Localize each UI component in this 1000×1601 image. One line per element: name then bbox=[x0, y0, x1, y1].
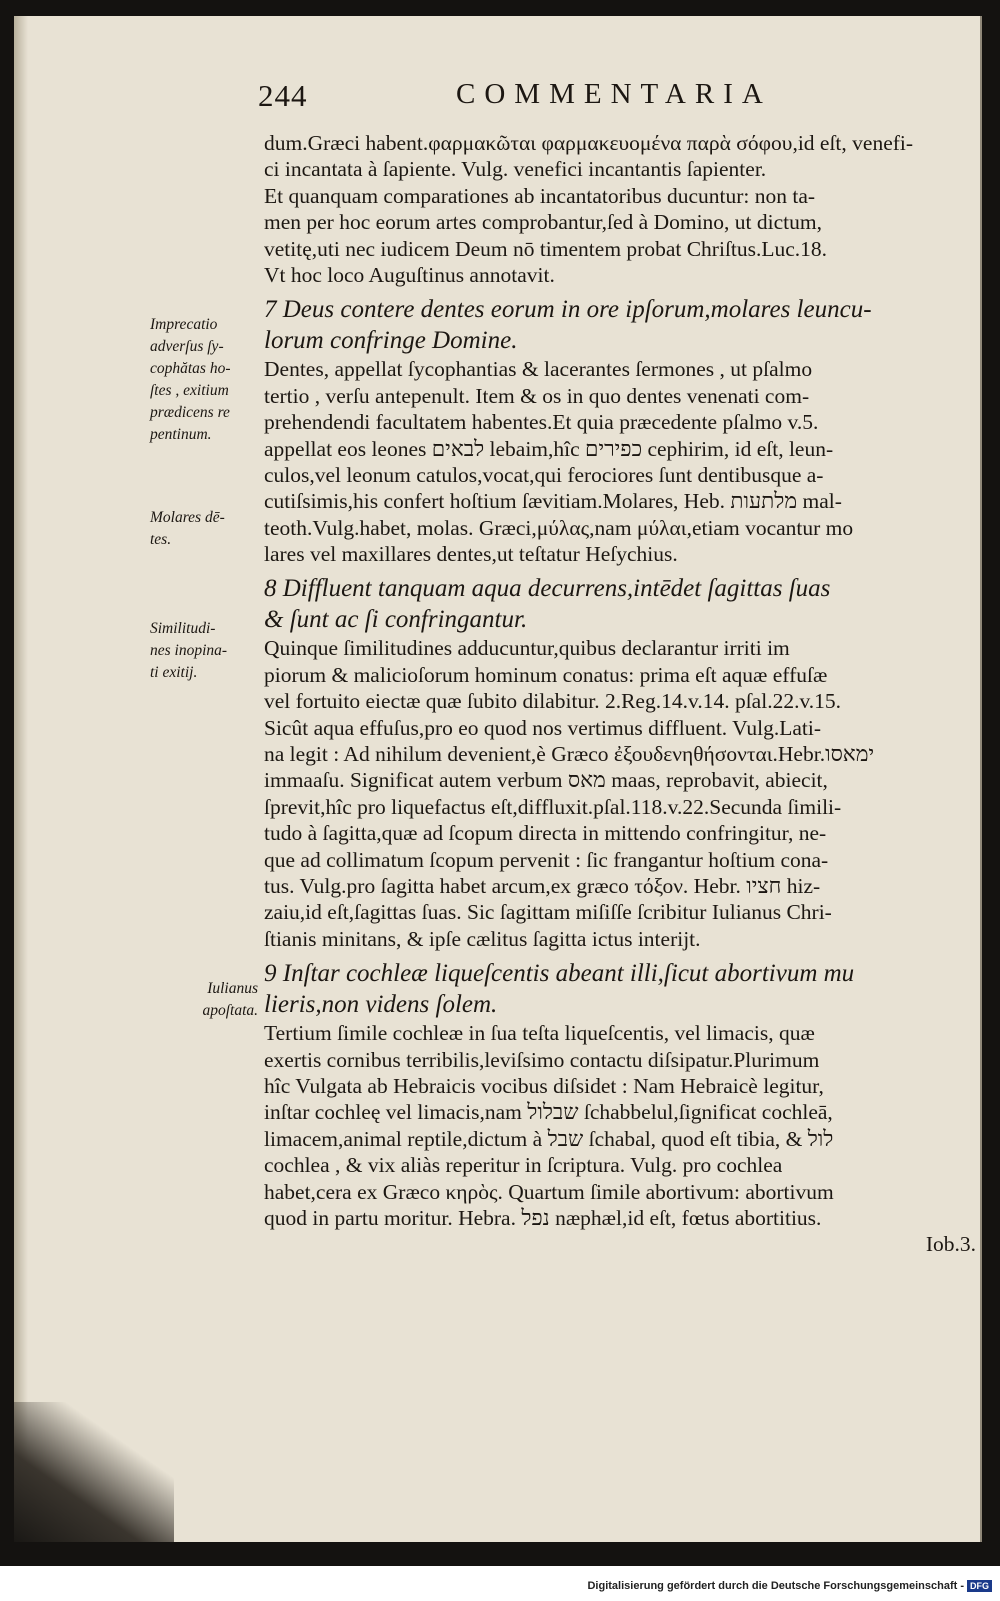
text-line: dum.Græci habent.φαρμακῶται φαρμακευομένα παρὰ σόφου,id eſt, venefi- bbox=[264, 131, 914, 155]
text-line: Iob.3. bbox=[925, 1232, 976, 1257]
margin-note-line: adverſus ſy- bbox=[150, 338, 224, 355]
margin-note-similitudines bbox=[150, 618, 262, 684]
text-line: cutiſsimis,his confert hoſtium ſævitiam.Molares, Heb. מלתעות mal- bbox=[264, 489, 842, 514]
verse-line: 7 Deus contere dentes eorum in ore ipſorum,molares leuncu- bbox=[264, 296, 872, 324]
margin-note-line: apoſtata. bbox=[202, 1002, 258, 1019]
running-title: COMMENTARIA bbox=[456, 78, 772, 110]
text-line: que ad collimatum ſcopum pervenit : ſic frangantur hoſtium cona- bbox=[264, 847, 829, 872]
text-line: appellat eos leones לבאים lebaim,hîc כפירים cephirim, id eſt, leun- bbox=[264, 436, 834, 461]
text-line: exertis cornibus terribilis,leviſsimo contactu diſsipatur.Plurimum bbox=[264, 1047, 820, 1072]
margin-note-iulianus bbox=[150, 978, 258, 1022]
margin-note-line: Iulianus bbox=[207, 980, 258, 997]
margin-note-line: Similitudi- bbox=[150, 620, 216, 637]
text-line: quod in partu moritur. Hebra. נפל næphæl,id eſt, fœtus abortitius. bbox=[264, 1205, 822, 1230]
verse-line: & ſunt ac ſi confringantur. bbox=[264, 606, 528, 634]
text-line: tertio , verſu antepenult. Item & os in quo dentes venenati com- bbox=[264, 383, 810, 408]
footer-text: Digitalisierung gefördert durch die Deutsche Forschungsgemeinschaft - bbox=[587, 1580, 964, 1592]
dfg-logo: DFG bbox=[967, 1580, 992, 1592]
text-line: men per hoc eorum artes comprobantur,ſed à Domino, ut dictum, bbox=[264, 210, 822, 235]
text-line: immaaſu. Significat autem verbum מאס maas, reprobavit, abiecit, bbox=[264, 768, 828, 793]
text-line: Dentes, appellat ſycophantias & lacerantes ſermones , ut pſalmo bbox=[264, 357, 813, 382]
text-line: culos,vel leonum catulos,vocat,qui ferociores ſunt dentibusque a- bbox=[264, 462, 824, 487]
text-line: Sicût aqua effuſus,pro eo quod nos vertimus diffluent. Vulg.Lati- bbox=[264, 715, 822, 740]
text-line: habet,cera ex Græco κηρὸς. Quartum ſimile abortivum: abortivum bbox=[264, 1179, 834, 1204]
margin-note-imprecatio bbox=[150, 314, 262, 446]
page-header bbox=[258, 78, 958, 128]
page-gutter-shadow bbox=[14, 16, 28, 1542]
text-line: tudo à ſagitta,quæ ad ſcopum directa in mittendo confringitur, ne- bbox=[264, 821, 827, 846]
body-text bbox=[264, 130, 976, 1258]
margin-note-line: nes inopina- bbox=[150, 642, 228, 659]
verse-line: lorum confringe Domine. bbox=[264, 327, 518, 355]
margin-note-line: ſtes , exitium bbox=[150, 382, 229, 399]
text-line: ſtianis minitans, & ipſe cælitus ſagitta ictus interijt. bbox=[264, 926, 701, 951]
text-line: Tertium ſimile cochleæ in ſua teſta liqueſcentis, vel limacis, quæ bbox=[264, 1021, 815, 1046]
text-line: limacem,animal reptile,dictum à שבל ſchabal, quod eſt tibia, & לול bbox=[264, 1126, 834, 1151]
text-line: teoth.Vulg.habet, molas. Græci,μύλας,nam μύλαι,etiam vocantur mo bbox=[264, 515, 854, 540]
text-line: Et quanquam comparationes ab incantatoribus ducuntur: non ta- bbox=[264, 183, 816, 208]
text-line: vetitę,uti nec iudicem Deum nō timentem probat Chriſtus.Luc.18. bbox=[264, 236, 828, 261]
footer-credit bbox=[587, 1580, 992, 1592]
text-line: na legit : Ad nihilum devenient,è Græco ἐξουδενηθήσονται.Hebr.ימאסו bbox=[264, 742, 875, 767]
text-line: tus. Vulg.pro ſagitta habet arcum,ex græco τόξον. Hebr. חציו hiz- bbox=[264, 873, 821, 898]
verse-line: lieris,non videns ſolem. bbox=[264, 991, 498, 1019]
page-corner-shadow bbox=[14, 1402, 174, 1542]
margin-note-line: Molares dē- bbox=[150, 509, 225, 526]
text-line: piorum & malicioſorum hominum conatus: prima eſt aquæ effuſæ bbox=[264, 662, 828, 687]
text-line: Vt hoc loco Auguſtinus annotavit. bbox=[264, 262, 555, 287]
margin-note-line: Imprecatio bbox=[150, 316, 218, 333]
text-line: lares vel maxillares dentes,ut teſtatur Heſychius. bbox=[264, 542, 678, 567]
text-line: inſtar cochleę vel limacis,nam שבלול ſchabbelul,ſignificat cochleā, bbox=[264, 1100, 833, 1125]
margin-note-line: ti exitij. bbox=[150, 664, 198, 681]
verse-line: 8 Diffluent tanquam aqua decurrens,intēdet ſagittas ſuas bbox=[264, 575, 831, 603]
verse-line: 9 Inſtar cochleæ liqueſcentis abeant illi,ſicut abortivum mu bbox=[264, 960, 855, 988]
margin-note-line: prædicens re bbox=[150, 404, 230, 421]
margin-note-line: cophătas ho- bbox=[150, 360, 231, 377]
text-line: hîc Vulgata ab Hebraicis vocibus diſsidet : Nam Hebraicè legitur, bbox=[264, 1073, 824, 1098]
margin-note-line: tes. bbox=[150, 531, 172, 548]
page-number: 244 bbox=[258, 78, 308, 113]
text-line: zaiu,id eſt,ſagittas ſuas. Sic ſagittam miſiſſe ſcribitur Iulianus Chri- bbox=[264, 900, 832, 925]
text-line: prehendendi facultatem habentes.Et quia præcedente pſalmo v.5. bbox=[264, 410, 819, 435]
text-line: ci incantata à ſapiente. Vulg. venefici incantantis ſapienter. bbox=[264, 157, 767, 182]
text-line: ſprevit,hîc pro liquefactus eſt,diffluxit.pſal.118.v.22.Secunda ſimili- bbox=[264, 794, 842, 819]
margin-note-molares bbox=[150, 507, 262, 551]
text-line: vel fortuito eiectæ quæ ſubito dilabitur. 2.Reg.14.v.14. pſal.22.v.15. bbox=[264, 689, 842, 714]
text-line: cochlea , & vix aliàs reperitur in ſcriptura. Vulg. pro cochlea bbox=[264, 1153, 783, 1178]
margin-note-line: pentinum. bbox=[150, 426, 212, 443]
text-line: Quinque ſimilitudines adducuntur,quibus declarantur irriti im bbox=[264, 636, 790, 661]
